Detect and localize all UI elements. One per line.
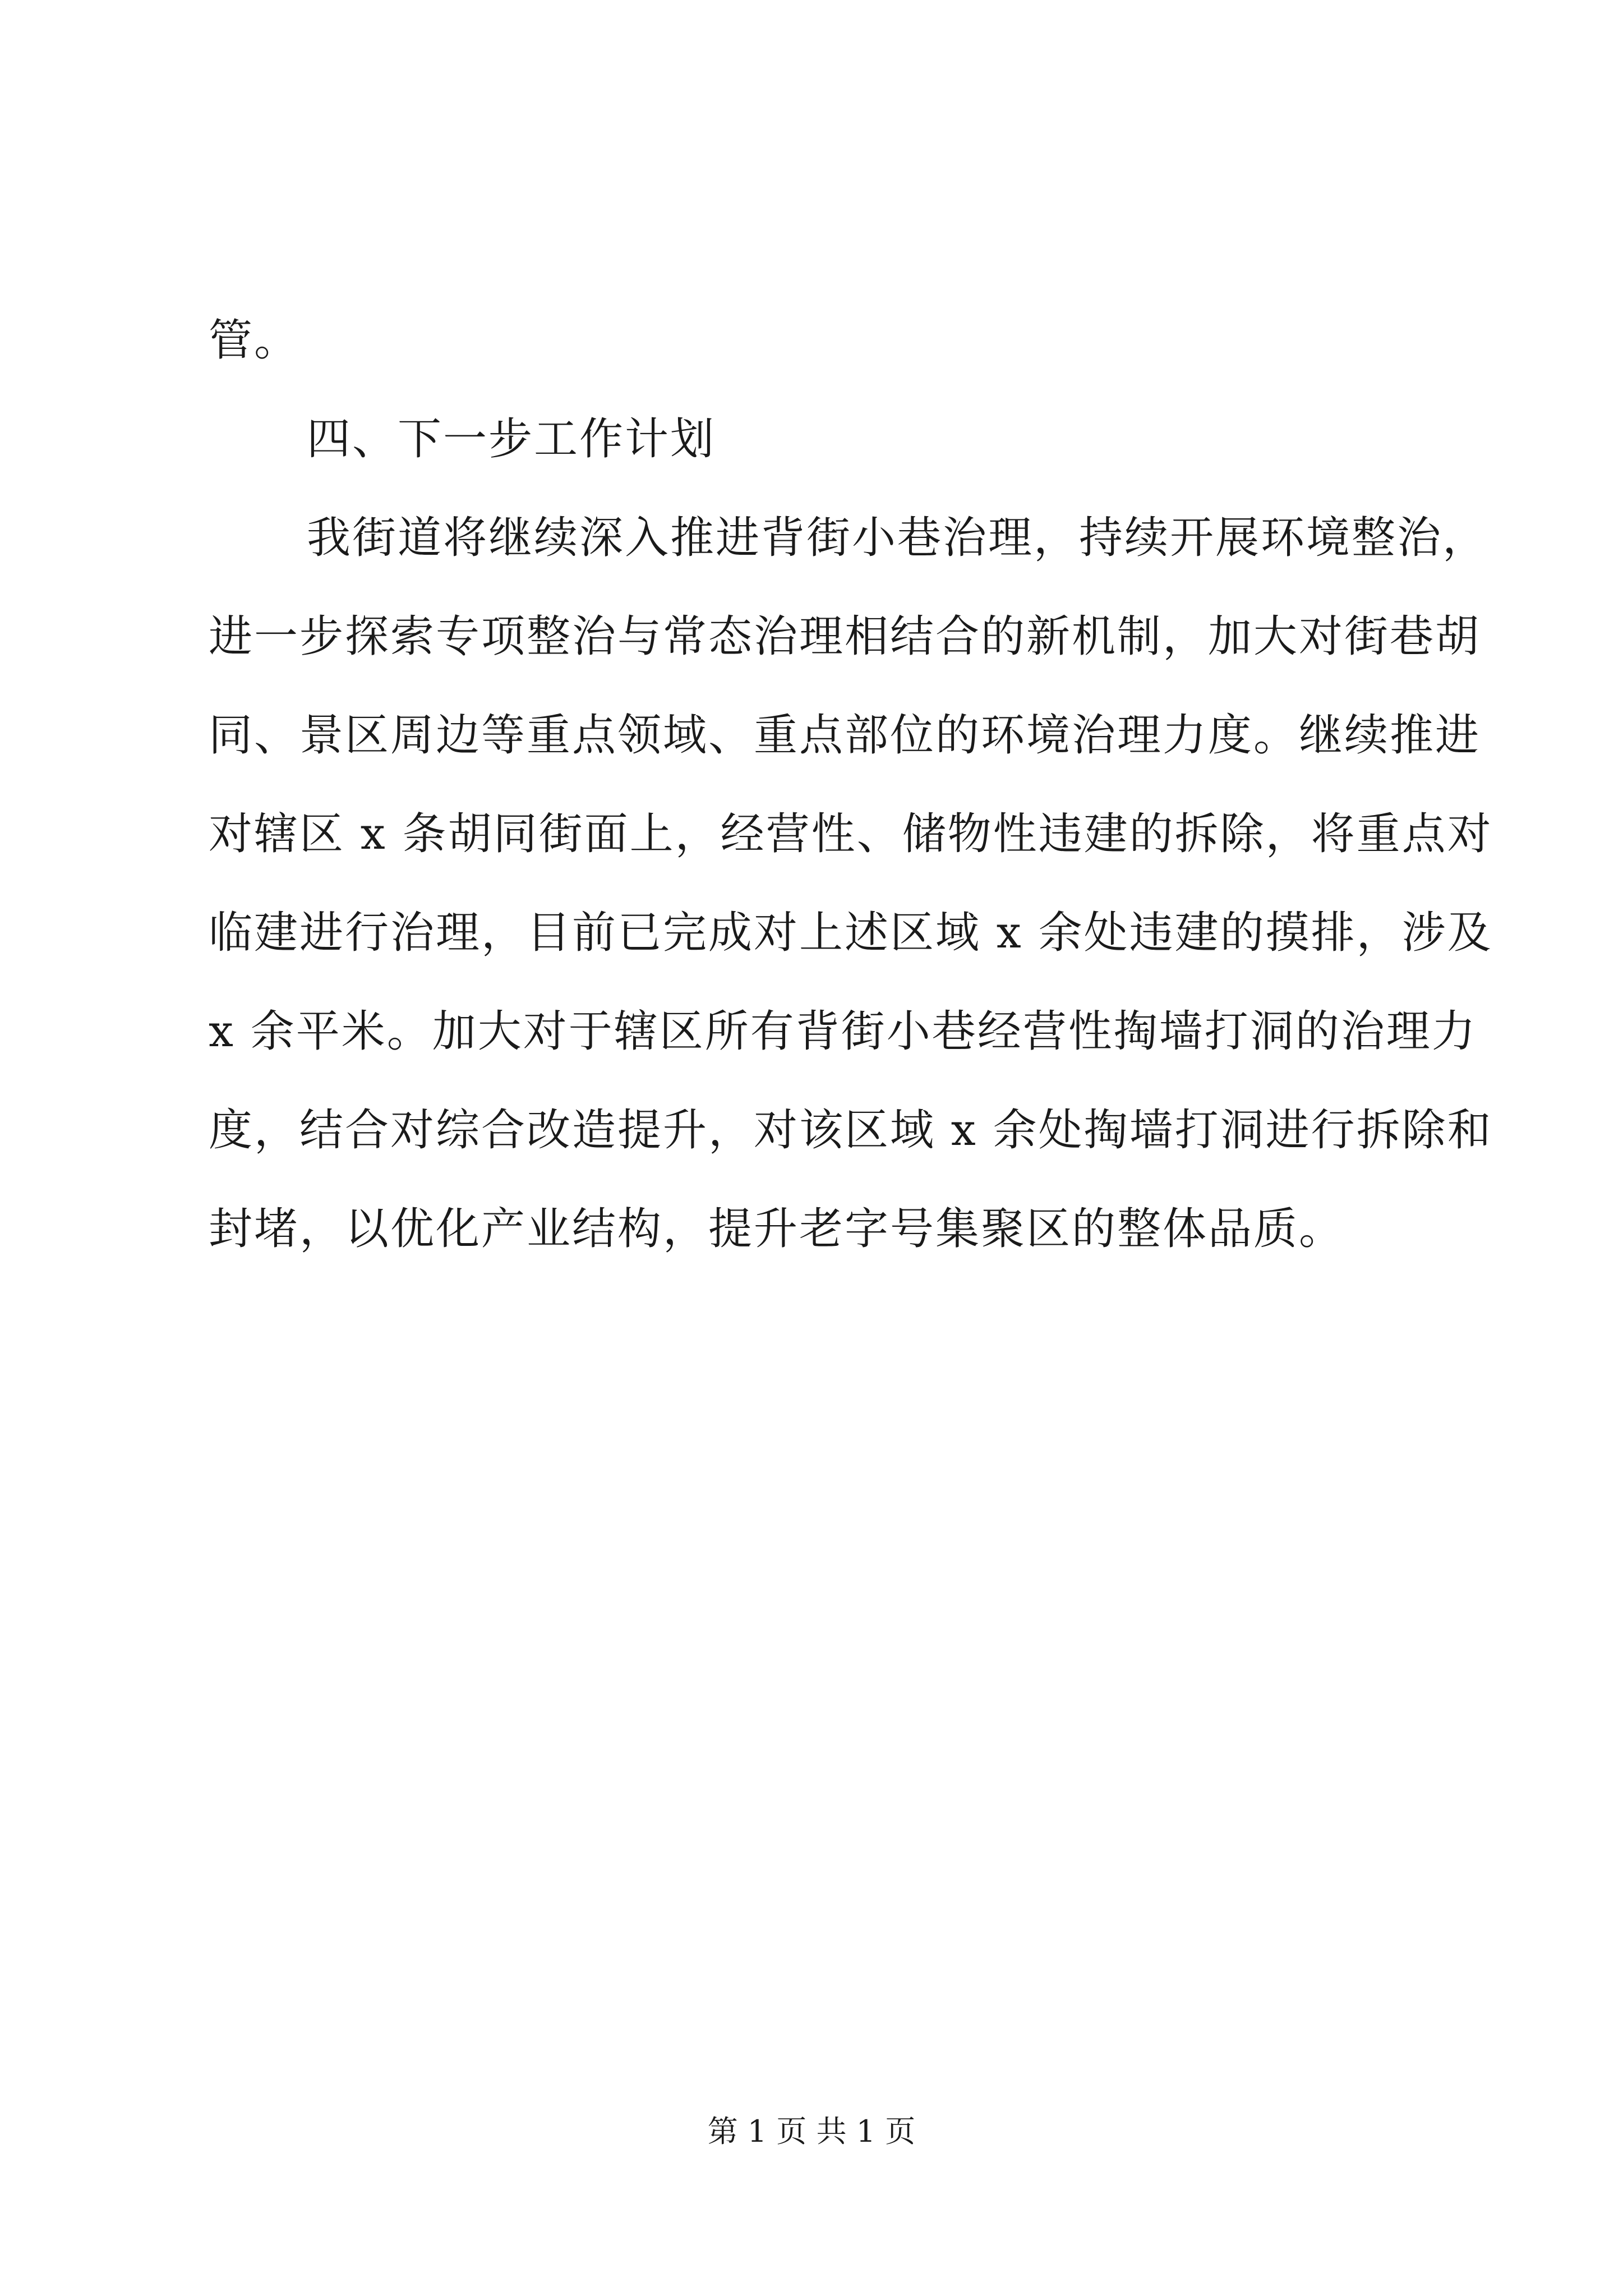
paragraph-line: 进一步探索专项整治与常态治理相结合的新机制，加大对街巷胡	[209, 611, 1481, 662]
paragraph-line: 我街道将继续深入推进背街小巷治理，持续开展环境整治，	[307, 513, 1488, 563]
paragraph-line: 度，结合对综合改造提升，对该区域 x 余处掏墙打洞进行拆除和	[209, 1105, 1493, 1156]
paragraph-line: 封堵，以优化产业结构，提升老字号集聚区的整体品质。	[209, 1204, 1345, 1254]
paragraph-continuation-line: 管。	[209, 315, 300, 366]
paragraph-line: x 余平米。加大对于辖区所有背街小巷经营性掏墙打洞的治理力	[209, 1006, 1477, 1057]
page-footer: 第 1 页 共 1 页	[707, 2114, 916, 2149]
paragraph-line: 同、景区周边等重点领域、重点部位的环境治理力度。继续推进	[209, 710, 1481, 761]
paragraph-line: 对辖区 x 条胡同街面上，经营性、储物性违建的拆除，将重点对	[209, 809, 1493, 859]
paragraph-line: 临建进行治理，目前已完成对上述区域 x 余处违建的摸排，涉及	[209, 908, 1493, 958]
section-heading: 四、下一步工作计划	[307, 414, 716, 464]
